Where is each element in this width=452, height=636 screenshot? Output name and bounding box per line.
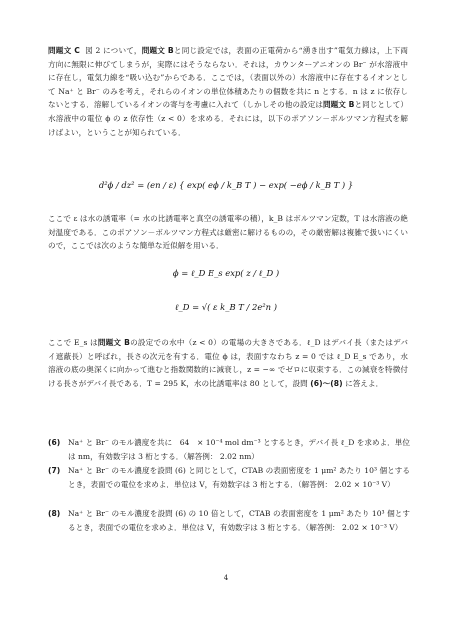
debye-length-equation: ℓ_D = √( ε k_B T / 2e²n ) — [175, 302, 277, 312]
question-8 — [48, 507, 410, 535]
approx-solution-equation: ϕ = ℓ_D E_s exp( z / ℓ_D ) — [172, 268, 280, 278]
question-6 — [48, 436, 410, 464]
intro-paragraph — [48, 44, 408, 139]
question-text: Na⁺ と Br⁻ のモル濃度を共に 64 × 10⁻⁴ mol dm⁻³ とするとき，デバイ長 ℓ_D を求めよ．単位は nm，有効数字は 3 桁とする．（解答例： 2.02 nm） — [68, 438, 410, 462]
page-number: 4 — [223, 574, 229, 582]
question-text: Na⁺ と Br⁻ のモル濃度を設問 (6) と同じとして，CTAB の表面密度を 1 μm² あたり 10³ 個とするとき，表面での電位を求めよ．単位は V，有効数字は 3 桁とする．（解答例： 2.02 × 10⁻³ V） — [68, 466, 410, 490]
after-text-3: に答えよ． — [345, 378, 384, 388]
question-range: (6)～(8) — [310, 378, 343, 388]
question-text: Na⁺ と Br⁻ のモル濃度を設問 (6) の 10 倍として，CTAB の表面密度を 1 μm² あたり 10³ 個とするとき，表面での電位を求めよ．単位は V，有効数字は 3 桁とする．（解答例： 2.02 × 10⁻³ V） — [68, 509, 410, 533]
intro-text-1: 図 2 について， — [85, 46, 142, 55]
question-number: (6) — [48, 438, 61, 447]
section-label: 問題文 C — [48, 46, 80, 55]
reference-b-2: 問題文 B — [323, 100, 355, 110]
question-number: (8) — [48, 509, 61, 518]
after-text-2: の設定での水中（z < 0）の電場の大きさである．ℓ_D はデバイ長（またはデバイ遮蔽長）と呼ばれ，長さの次元を有する．電位 ϕ は，表面すなわち z = 0 では ℓ_D E_s であり，水溶液の底の奥深くに向かって進むと指数関数的に減衰し，z = −∞ でゼロに収束する．この減衰を特徴付ける長さがデバイ長である．T = 295 K，水の比誘電率は 80 として，設問 — [48, 338, 408, 388]
middle-paragraph: ここで ε は水の誘電率（= 水の比誘電率と真空の誘電率の積），k_B はボルツマン定数，T は水溶液の絶対温度である．このポアソン－ボルツマン方程式は厳密に解けるものの，その厳密解は複雑で扱いにくいので，ここでは次のような簡単な近似解を用いる． — [48, 214, 408, 251]
question-number: (7) — [48, 466, 61, 475]
intro-text-2: と同じ設定では，表面の正電荷から“湧き出す”電気力線は，上下両方向に無限に伸びてしまうが，実際にはそうならない．それは，カウンターアニオンの Br⁻ が水溶液中に存在し，電気力線を“吸い込む”からである．ここでは，（表面以外の）水溶液中に存在するイオンとして Na⁺ と Br⁻ のみを考え，それらのイオンの単位体積あたりの個数を共に n とする．n は z に依存しないとする．溶解しているイオンの寄与を考慮に入れて（しかしその他の設定は — [48, 46, 409, 110]
intro-text-3: と同じとして）水溶液中の電位 ϕ の z 依存性（z < 0）を求める．それには，以下のポアソン－ボルツマン方程式を解けばよい，ということが知られている． — [48, 100, 408, 137]
after-text-1: ここで E_s は — [48, 338, 98, 347]
reference-b-3: 問題文 B — [97, 338, 130, 347]
reference-b: 問題文 B — [141, 46, 174, 55]
after-paragraph — [48, 336, 408, 390]
poisson-boltzmann-equation: d²ϕ / dz² = (en / ε) { exp( eϕ / k_B T ) − exp( −eϕ / k_B T ) } — [98, 180, 354, 190]
question-7 — [48, 464, 410, 492]
